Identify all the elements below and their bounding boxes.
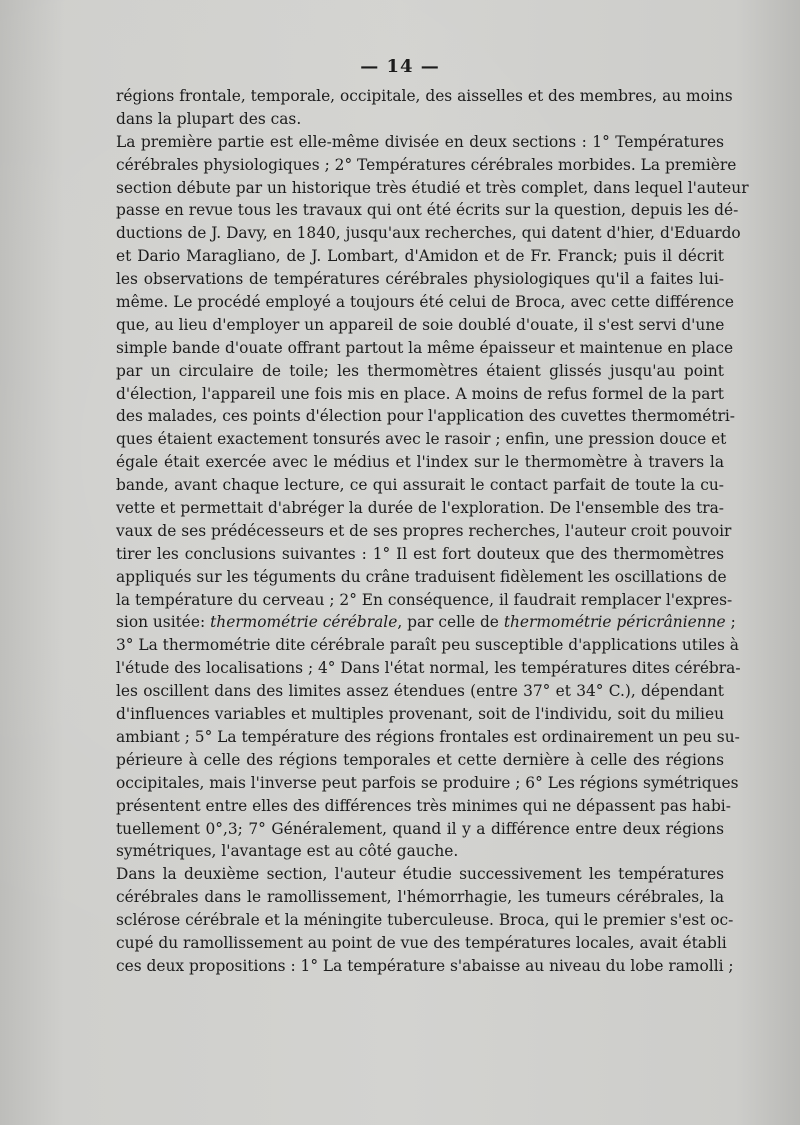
text-line: simple bande d'ouate offrant partout la même épaisseur et maintenue en place: [116, 338, 734, 357]
body-text: [116, 85, 749, 978]
text-line: ductions de J. Davy, en 1840, jusqu'aux recherches, qui datent d'hier, d'Eduardo: [116, 224, 741, 243]
text-line: section débute par un historique très étudié et très complet, dans lequel l'auteur: [116, 178, 749, 197]
italic-term: thermométrie cérébrale: [210, 613, 398, 632]
page-number: — 14 —: [360, 56, 440, 77]
text-line: et Dario Maragliano, de J. Lombart, d'Amidon et de Fr. Franck; puis il décrit: [116, 247, 724, 266]
text-line: les oscillent dans des limites assez étendues (entre 37° et 34° C.), dépendant: [116, 682, 724, 701]
text-line: la température du cerveau ; 2° En conséquence, il faudrait remplacer l'expres-: [116, 590, 733, 609]
text-line: passe en revue tous les travaux qui ont été écrits sur la question, depuis les dé-: [116, 201, 739, 220]
text-line: périeure à celle des régions temporales et cette dernière à celle des régions: [116, 750, 724, 769]
text-line: tuellement 0°,3; 7° Généralement, quand il y a différence entre deux régions: [116, 819, 724, 838]
text-line: l'étude des localisations ; 4° Dans l'état normal, les températures dites cérébra-: [116, 659, 741, 678]
text-line: vaux de ses prédécesseurs et de ses propres recherches, l'auteur croit pouvoir: [116, 521, 732, 540]
text-line: [116, 611, 736, 634]
text-line: ques étaient exactement tonsurés avec le rasoir ; enfin, une pression douce et: [116, 430, 727, 449]
text-line: cérébrales physiologiques ; 2° Températures cérébrales morbides. La première: [116, 155, 737, 174]
text-line: La première partie est elle-même divisée en deux sections : 1° Températures: [116, 132, 724, 151]
text-line: appliqués sur les téguments du crâne traduisent fidèlement les oscillations de: [116, 567, 727, 586]
text-segment: sion usitée:: [116, 613, 211, 632]
text-segment: , par celle de: [397, 613, 504, 632]
text-line: 3° La thermométrie dite cérébrale paraît peu susceptible d'applications utiles à: [116, 636, 739, 655]
text-segment: ;: [725, 613, 736, 632]
text-line: symétriques, l'avantage est au côté gauche.: [116, 842, 459, 861]
text-line: d'élection, l'appareil une fois mis en place. A moins de refus formel de la part: [116, 384, 724, 403]
text-line: égale était exercée avec le médius et l'index sur le thermomètre à travers la: [116, 453, 724, 472]
text-line: tirer les conclusions suivantes : 1° Il est fort douteux que des thermomètres: [116, 544, 724, 563]
text-line: Dans la deuxième section, l'auteur étudie successivement les températures: [116, 865, 724, 884]
text-line: même. Le procédé employé a toujours été celui de Broca, avec cette différence: [116, 293, 734, 312]
text-line: des malades, ces points d'élection pour l'application des cuvettes thermométri-: [116, 407, 735, 426]
text-line: ces deux propositions : 1° La température s'abaisse au niveau du lobe ramolli ;: [116, 956, 734, 975]
text-line: présentent entre elles des différences très minimes qui ne dépassent pas habi-: [116, 796, 731, 815]
text-line: d'influences variables et multiples provenant, soit de l'individu, soit du milieu: [116, 705, 724, 724]
text-line: dans la plupart des cas.: [116, 109, 302, 128]
text-line: cérébrales dans le ramollissement, l'hémorrhagie, les tumeurs cérébrales, la: [116, 888, 724, 907]
text-line: régions frontale, temporale, occipitale, des aisselles et des membres, au moins: [116, 87, 733, 105]
text-line: vette et permettait d'abréger la durée de l'exploration. De l'ensemble des tra-: [116, 499, 724, 518]
text-line: occipitales, mais l'inverse peut parfois se produire ; 6° Les régions symétriques: [116, 773, 739, 792]
text-line: les observations de températures cérébrales physiologiques qu'il a faites lui-: [116, 270, 724, 289]
text-line: par un circulaire de toile; les thermomètres étaient glissés jusqu'au point: [116, 361, 724, 380]
text-line: cupé du ramollissement au point de vue des températures locales, avait établi: [116, 933, 727, 952]
text-line: sclérose cérébrale et la méningite tuberculeuse. Broca, qui le premier s'est oc-: [116, 911, 734, 930]
text-line: que, au lieu d'employer un appareil de soie doublé d'ouate, il s'est servi d'une: [116, 315, 725, 334]
italic-term: thermométrie péricrânienne: [503, 613, 726, 632]
text-line: bande, avant chaque lecture, ce qui assurait le contact parfait de toute la cu-: [116, 476, 724, 495]
text-line: ambiant ; 5° La température des régions frontales est ordinairement un peu su-: [116, 727, 740, 746]
